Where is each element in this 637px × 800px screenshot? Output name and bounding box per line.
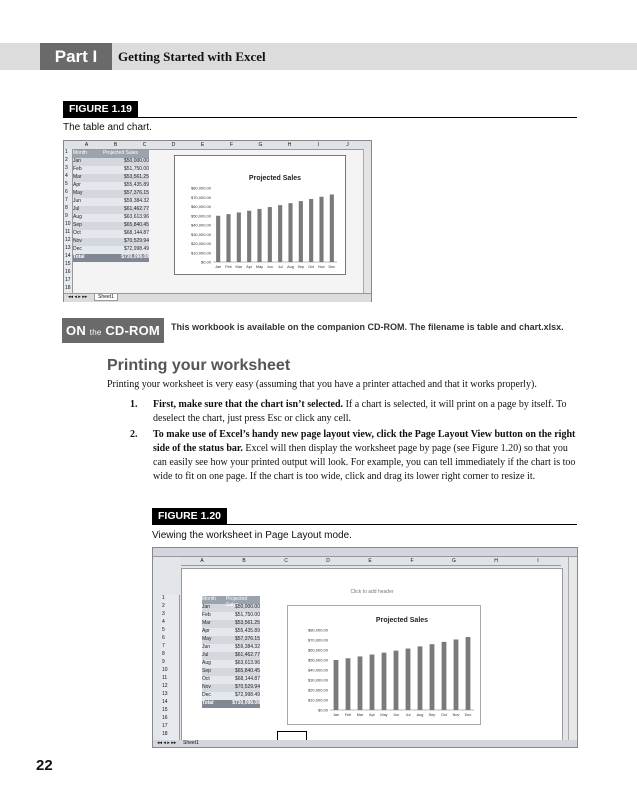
tab-scroll-arrows[interactable]: ◂◂ ◂ ▸ ▸▸ (157, 740, 177, 746)
table-cell[interactable]: Jan (73, 158, 82, 164)
table-header-cell[interactable]: Projected Sales (103, 150, 139, 156)
bar-jul[interactable] (278, 205, 282, 262)
column-header-i[interactable]: I (537, 558, 539, 564)
table-cell[interactable]: Apr (73, 182, 81, 188)
table-row[interactable] (73, 230, 149, 238)
bar-aug[interactable] (418, 646, 423, 710)
table-cell[interactable]: Oct (202, 676, 210, 682)
table-cell[interactable]: $51,750.00 (123, 166, 149, 172)
table-cell[interactable]: Jan (202, 604, 211, 610)
bar-oct[interactable] (309, 199, 313, 262)
row-number[interactable]: 12 (65, 237, 71, 243)
table-row[interactable] (202, 604, 260, 612)
row-number[interactable]: 1 (162, 595, 165, 601)
table-row[interactable] (73, 206, 149, 214)
ruler (153, 548, 577, 557)
table-cell[interactable]: May (73, 190, 83, 196)
table-cell[interactable]: Apr (202, 628, 210, 634)
table-cell[interactable]: $68,144.87 (123, 230, 149, 236)
x-tick-label: Nov (318, 265, 325, 269)
table-cell[interactable]: $53,561.25 (123, 174, 149, 180)
table-header-cell[interactable]: Month (73, 150, 87, 156)
bar-aug[interactable] (288, 203, 292, 262)
page-layout-page (181, 568, 563, 742)
table-row[interactable] (202, 668, 260, 676)
row-number[interactable]: 13 (162, 691, 168, 697)
x-tick-label: Jan (332, 713, 340, 717)
row-number[interactable]: 6 (65, 189, 68, 195)
y-tick-label: $60,000.00 (307, 647, 328, 653)
table-cell[interactable]: Sep (73, 222, 82, 228)
table-cell[interactable]: $63,613.96 (234, 660, 260, 666)
bar-feb[interactable] (346, 658, 351, 710)
table-cell[interactable]: May (202, 636, 212, 642)
table-cell[interactable]: $50,000.00 (234, 604, 260, 610)
table-cell[interactable]: $57,376.15 (234, 636, 260, 642)
bar-jun[interactable] (268, 207, 272, 262)
table-cell[interactable]: Aug (73, 214, 82, 220)
bar-jan[interactable] (334, 660, 339, 710)
column-header-j[interactable]: J (346, 142, 349, 148)
table-row[interactable] (73, 254, 149, 262)
row-number[interactable]: 16 (65, 269, 71, 275)
step-1 (130, 398, 580, 426)
part-title: Getting Started with Excel (118, 49, 266, 64)
column-header-g[interactable]: G (258, 142, 263, 148)
table-cell[interactable]: $57,376.15 (123, 190, 149, 196)
table-cell[interactable]: $61,462.77 (234, 652, 260, 658)
x-tick-label: Jan (215, 265, 222, 269)
row-number[interactable]: 7 (65, 197, 68, 203)
table-row[interactable] (202, 644, 260, 652)
sheet-tab[interactable]: Sheet1 (183, 740, 199, 746)
table-cell[interactable]: Dec (73, 246, 82, 252)
x-tick-label: Feb (344, 713, 352, 717)
y-tick-label: $50,000.00 (190, 213, 211, 219)
header-placeholder[interactable]: Click to add header (350, 589, 394, 595)
row-number[interactable]: 10 (162, 667, 168, 673)
column-header-f[interactable]: F (229, 142, 234, 148)
row-number[interactable]: 8 (162, 651, 165, 657)
data-table (202, 596, 260, 708)
x-tick-label: Jun (266, 265, 273, 269)
table-row[interactable] (202, 636, 260, 644)
table-cell[interactable]: $50,000.00 (123, 158, 149, 164)
table-cell[interactable]: $70,529.94 (234, 684, 260, 690)
x-tick-label: May (255, 265, 264, 269)
section-intro: Printing your worksheet is very easy (assuming that you have a printer attached and that it works properly). (107, 379, 537, 390)
figure-1-20-caption: Viewing the worksheet in Page Layout mode. (152, 530, 352, 541)
step-2-bold: To make use of Excel’s handy new page layout view, click the Page Layout View button on the right side of the status bar. (153, 429, 576, 454)
vertical-scrollbar[interactable] (363, 149, 371, 293)
spreadsheet-screenshot-2 (152, 547, 578, 748)
x-tick-label: Apr (369, 713, 375, 717)
part-label: Part I (40, 43, 112, 70)
column-header-a[interactable]: A (84, 142, 89, 148)
row-number[interactable]: 12 (162, 683, 168, 689)
table-row[interactable] (73, 190, 149, 198)
table-row[interactable] (202, 612, 260, 620)
table-cell[interactable]: Dec (202, 692, 211, 698)
table-row[interactable] (73, 214, 149, 222)
table-cell[interactable]: $70,529.94 (123, 238, 149, 244)
x-tick-label: Sep (297, 265, 305, 269)
row-number[interactable]: 8 (65, 205, 68, 211)
row-number[interactable]: 1 (65, 149, 68, 155)
step-2-number: 2. (130, 429, 138, 440)
table-row[interactable] (202, 660, 260, 668)
x-tick-label: Mar (356, 713, 364, 717)
row-header-column (64, 149, 73, 293)
table-cell[interactable]: Mar (202, 620, 211, 626)
row-number[interactable]: 18 (65, 285, 71, 291)
y-tick-label: $30,000.00 (190, 231, 211, 237)
row-number[interactable]: 11 (65, 229, 71, 235)
x-tick-label: Jul (277, 265, 283, 269)
bar-nov[interactable] (454, 639, 459, 710)
table-cell[interactable]: Jul (202, 652, 209, 658)
bar-jun[interactable] (394, 651, 399, 710)
row-number[interactable]: 6 (162, 635, 165, 641)
table-cell[interactable]: Aug (202, 660, 211, 666)
column-header-c[interactable]: C (142, 142, 147, 148)
chart-object-1[interactable] (174, 155, 346, 275)
bar-apr[interactable] (247, 211, 251, 262)
y-tick-label: $0.00 (317, 707, 328, 713)
table-row[interactable] (202, 684, 260, 692)
chart-object-2[interactable] (287, 605, 481, 725)
table-row[interactable] (73, 158, 149, 166)
row-number[interactable]: 15 (65, 261, 71, 267)
y-tick-label: $0.00 (200, 259, 211, 265)
table-cell[interactable]: Total (202, 700, 214, 706)
table-cell[interactable]: Feb (73, 166, 82, 172)
step-2 (130, 428, 580, 484)
table-row[interactable] (202, 692, 260, 700)
table-cell[interactable]: $72,998.49 (234, 692, 260, 698)
table-row[interactable] (73, 198, 149, 206)
row-number[interactable]: 15 (162, 707, 168, 713)
x-tick-label: Aug (416, 713, 424, 717)
table-cell[interactable]: $53,561.25 (234, 620, 260, 626)
table-cell[interactable]: Oct (73, 230, 81, 236)
bar-nov[interactable] (319, 197, 323, 262)
table-header-row (73, 150, 149, 158)
row-number[interactable]: 17 (65, 277, 71, 283)
row-number[interactable]: 13 (65, 245, 71, 251)
y-tick-label: $30,000.00 (307, 677, 328, 683)
y-tick-label: $80,000.00 (307, 627, 328, 633)
bar-sep[interactable] (299, 201, 303, 262)
cd-rom-note: This workbook is available on the companion CD-ROM. The filename is table and chart.xlsx. (171, 322, 564, 332)
column-header-g[interactable]: G (452, 558, 456, 564)
tab-scroll-arrows[interactable]: ◂◂ ◂ ▸ ▸▸ (68, 294, 88, 300)
row-number[interactable]: 4 (65, 173, 68, 179)
bar-jan[interactable] (216, 216, 220, 262)
table-row[interactable] (202, 628, 260, 636)
table-row[interactable] (202, 676, 260, 684)
bar-mar[interactable] (237, 212, 241, 262)
table-row[interactable] (202, 652, 260, 660)
table-cell[interactable]: $730,098.08 (232, 700, 260, 706)
x-tick-label: Jun (392, 713, 400, 717)
y-tick-label: $50,000.00 (307, 657, 328, 663)
column-header-h[interactable]: H (287, 142, 292, 148)
table-row[interactable] (73, 182, 149, 190)
figure-1-19-rule (63, 117, 577, 118)
bar-may[interactable] (257, 209, 261, 262)
figure-1-20-label: FIGURE 1.20 (152, 508, 227, 524)
x-tick-label: Dec (464, 713, 472, 717)
step-2-text: Excel will then display the worksheet page by page (see Figure 1.20) so that you can easily see how your printed output will look. For example, you can tell immediately if the chart is too wide to fit on one page. If the chart is too wide, click and drag its lower right corner to resize it. (153, 443, 576, 482)
y-tick-label: $70,000.00 (307, 637, 328, 643)
x-tick-label: Jul (405, 713, 411, 717)
bar-apr[interactable] (370, 655, 375, 710)
table-cell[interactable]: Feb (202, 612, 211, 618)
table-cell[interactable]: $68,144.87 (234, 676, 260, 682)
column-header-i[interactable]: I (317, 142, 320, 148)
row-number[interactable]: 9 (65, 213, 68, 219)
page-number: 22 (36, 757, 53, 774)
row-number[interactable]: 10 (65, 221, 71, 227)
table-row[interactable] (202, 700, 260, 708)
step-1-text: If a chart is selected, it will print on a page by itself. To deselect the chart, just press Esc or click any cell. (153, 399, 567, 424)
vertical-scrollbar[interactable] (568, 557, 577, 740)
row-number[interactable]: 16 (162, 715, 168, 721)
chart-title: Projected Sales (375, 617, 429, 624)
bar-sep[interactable] (430, 644, 435, 710)
table-row[interactable] (73, 238, 149, 246)
row-number[interactable]: 17 (162, 723, 168, 729)
bar-oct[interactable] (442, 642, 447, 710)
table-cell[interactable]: $59,384.32 (123, 198, 149, 204)
table-cell[interactable]: $72,998.49 (123, 246, 149, 252)
table-cell[interactable]: $61,462.77 (123, 206, 149, 212)
table-cell[interactable]: Jun (73, 198, 82, 204)
table-cell[interactable]: Jul (73, 206, 80, 212)
column-header-c[interactable]: C (284, 558, 288, 564)
cd-rom-badge: ON the CD-ROM (62, 318, 164, 343)
row-number[interactable]: 3 (65, 165, 68, 171)
table-cell[interactable]: $65,840.45 (234, 668, 260, 674)
y-tick-label: $70,000.00 (190, 194, 211, 200)
row-number[interactable]: 5 (162, 627, 165, 633)
x-tick-label: Aug (287, 265, 294, 269)
x-tick-label: Sep (428, 713, 436, 717)
x-tick-label: Mar (235, 265, 243, 269)
row-number[interactable]: 11 (162, 675, 168, 681)
bar-may[interactable] (382, 653, 387, 710)
column-header-a[interactable]: A (200, 558, 204, 564)
x-tick-label: Oct (308, 265, 315, 269)
table-cell[interactable]: Total (73, 254, 85, 260)
table-row[interactable] (73, 246, 149, 254)
row-number[interactable]: 9 (162, 659, 165, 665)
column-header-row (64, 141, 371, 150)
x-tick-label: Dec (328, 265, 336, 269)
step-1-bold: First, make sure that the chart isn’t selected. (153, 399, 344, 410)
x-tick-label: Feb (225, 265, 232, 269)
x-tick-label: Apr (246, 265, 253, 269)
table-cell[interactable]: $55,435.89 (234, 628, 260, 634)
x-tick-label: Oct (441, 713, 447, 717)
table-cell[interactable]: $63,613.96 (123, 214, 149, 220)
column-header-b[interactable]: B (242, 558, 246, 564)
y-tick-label: $20,000.00 (307, 687, 328, 693)
table-cell[interactable]: Sep (202, 668, 211, 674)
bar-jul[interactable] (406, 649, 411, 710)
x-tick-label: Nov (452, 713, 460, 717)
y-tick-label: $10,000.00 (190, 250, 211, 256)
row-number[interactable]: 18 (162, 731, 168, 737)
section-heading: Printing your worksheet (107, 357, 291, 374)
row-number[interactable]: 2 (65, 157, 68, 163)
table-header-cell[interactable]: Month (202, 596, 216, 602)
table-row[interactable] (73, 174, 149, 182)
sheet-tab-bar (64, 293, 371, 302)
table-row[interactable] (73, 166, 149, 174)
row-number[interactable]: 14 (65, 253, 71, 259)
table-row[interactable] (202, 620, 260, 628)
chart-title: Projected Sales (248, 175, 302, 182)
sheet-tab-bar (153, 740, 577, 747)
data-table (73, 150, 149, 262)
sheet-tab[interactable]: Sheet1 (94, 294, 118, 301)
table-cell[interactable]: $65,840.45 (123, 222, 149, 228)
row-number[interactable]: 4 (162, 619, 165, 625)
table-cell[interactable]: Nov (202, 684, 211, 690)
row-number[interactable]: 5 (65, 181, 68, 187)
row-number[interactable]: 14 (162, 699, 168, 705)
spreadsheet-screenshot-1 (63, 140, 372, 302)
row-header-column (161, 595, 180, 740)
bar-dec[interactable] (466, 637, 471, 710)
bar-mar[interactable] (358, 656, 363, 710)
table-cell[interactable]: $59,384.32 (234, 644, 260, 650)
y-tick-label: $60,000.00 (190, 204, 211, 209)
figure-1-19-caption: The table and chart. (63, 122, 152, 133)
y-tick-label: $10,000.00 (307, 697, 328, 703)
table-cell[interactable]: Mar (73, 174, 82, 180)
row-number[interactable]: 7 (162, 643, 165, 649)
column-header-d[interactable]: D (171, 142, 176, 148)
table-cell[interactable]: Nov (73, 238, 82, 244)
column-header-e[interactable]: E (200, 142, 205, 148)
table-cell[interactable]: Jun (202, 644, 211, 650)
row-number[interactable]: 3 (162, 611, 165, 617)
step-1-number: 1. (130, 399, 138, 410)
y-tick-label: $40,000.00 (190, 222, 211, 228)
bar-dec[interactable] (330, 194, 334, 262)
y-tick-label: $80,000.00 (190, 185, 211, 191)
x-tick-label: May (380, 713, 388, 717)
column-header-h[interactable]: H (494, 558, 498, 564)
column-header-d[interactable]: D (326, 558, 330, 564)
column-header-e[interactable]: E (368, 558, 372, 564)
figure-1-20-rule (152, 524, 577, 525)
y-tick-label: $20,000.00 (190, 241, 211, 246)
table-cell[interactable]: $51,750.00 (234, 612, 260, 618)
bar-feb[interactable] (226, 214, 230, 262)
table-header-cell[interactable]: Projected Sales (226, 596, 248, 608)
row-number[interactable]: 2 (162, 603, 165, 609)
column-header-f[interactable]: F (410, 558, 414, 564)
table-cell[interactable]: $730,098.08 (121, 254, 149, 260)
column-header-b[interactable]: B (113, 142, 118, 148)
column-header-row (181, 557, 561, 566)
table-row[interactable] (73, 222, 149, 230)
figure-1-19-label: FIGURE 1.19 (63, 101, 138, 117)
table-cell[interactable]: $55,435.89 (123, 182, 149, 188)
y-tick-label: $40,000.00 (307, 667, 328, 673)
